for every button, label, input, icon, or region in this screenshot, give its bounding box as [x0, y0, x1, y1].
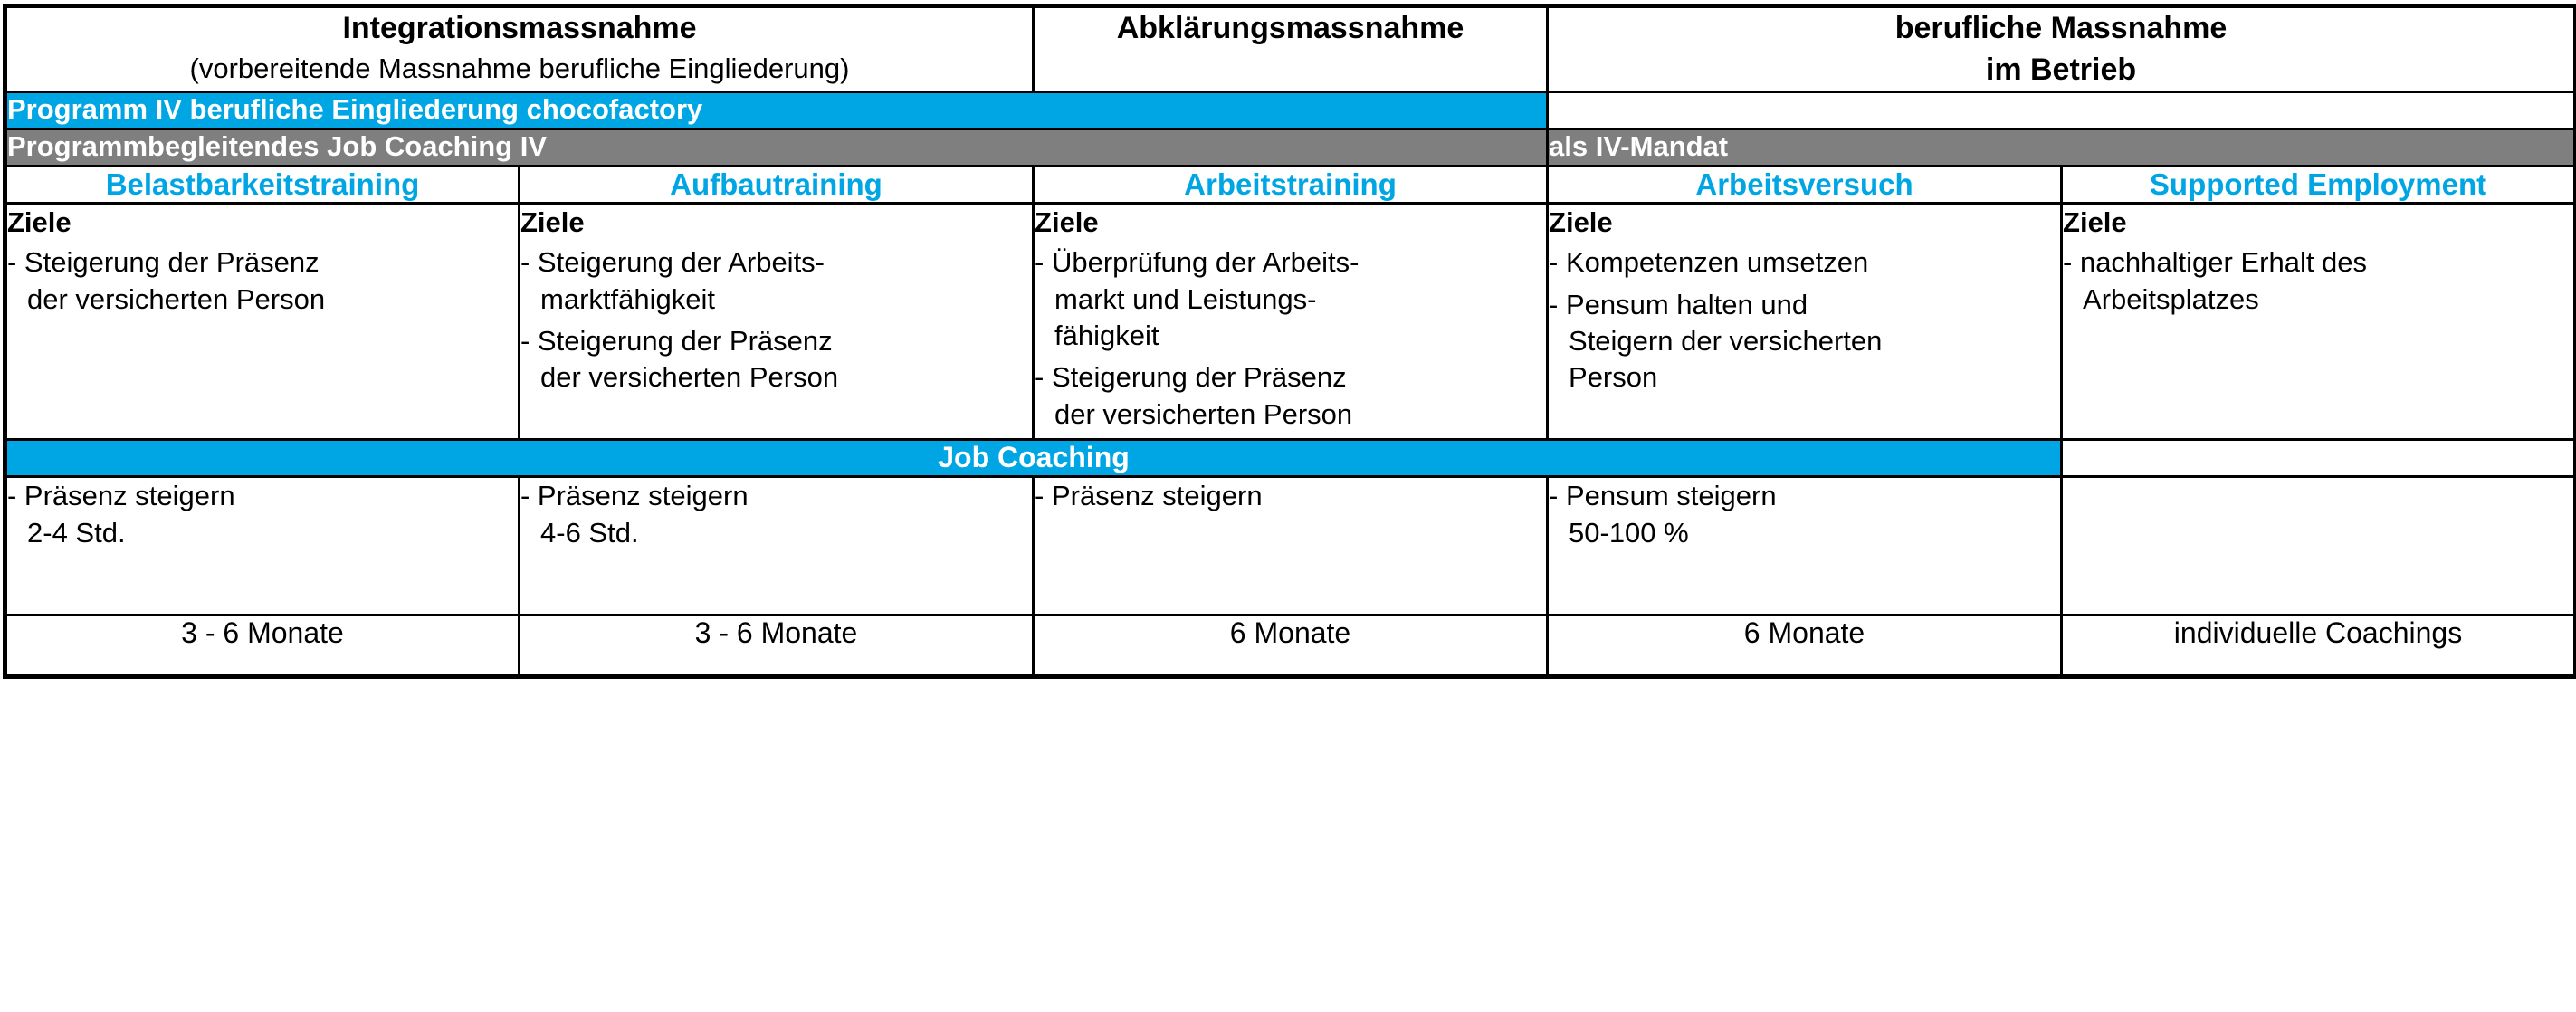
banner-job-coaching-empty: [2062, 439, 2576, 476]
goals-label: Ziele: [1549, 206, 1613, 239]
goals-line: - Kompetenzen umsetzen: [1549, 246, 1869, 279]
duration-belastbarkeitstraining: 3 - 6 Monate: [5, 615, 520, 676]
goals-line: marktfähigkeit: [540, 282, 715, 315]
goals-line: fähigkeit: [1054, 319, 1159, 351]
measures-list: [1549, 478, 2060, 552]
measures-row: [5, 476, 2576, 615]
goals-line: - Steigerung der Arbeits-: [520, 246, 825, 279]
measures-line: 4-6 Std.: [540, 516, 639, 549]
measures-list-item: [520, 478, 1032, 552]
goals-line: - Pensum halten und: [1549, 288, 1808, 320]
header-berufliche-massnahme: [1548, 6, 2576, 92]
goals-belastbarkeitstraining: [5, 204, 520, 440]
goals-list-item: [1549, 287, 2060, 396]
measures-line: - Präsenz steigern: [1035, 479, 1263, 511]
banner-programm-iv-empty: [1548, 92, 2576, 129]
goals-list-item: [1549, 244, 2060, 281]
goals-supported-employment: [2062, 204, 2576, 440]
column-title-belastbarkeitstraining: Belastbarkeitstraining: [5, 167, 520, 204]
header-abklaerungsmassnahme-title: Abklärungsmassnahme: [1116, 11, 1465, 45]
goals-line: - Steigerung der Präsenz: [520, 324, 833, 357]
measures-matrix: [3, 4, 2576, 679]
goals-arbeitstraining: [1034, 204, 1548, 440]
header-integrationsmassnahme-subtitle: (vorbereitende Massnahme berufliche Eingliederung): [189, 52, 850, 84]
column-titles-row: [5, 167, 2576, 204]
goals-line: Arbeitsplatzes: [2083, 282, 2259, 315]
header-berufliche-massnahme-line2: im Betrieb: [1985, 52, 2137, 87]
measures-list-item: [1549, 478, 2060, 552]
duration-supported-employment: individuelle Coachings: [2062, 615, 2576, 676]
goals-label: Ziele: [520, 206, 585, 239]
duration-row: [5, 615, 2576, 676]
measures-line: 2-4 Std.: [27, 516, 126, 549]
banner-job-coaching: Job Coaching: [5, 439, 2062, 476]
goals-list-item: [7, 244, 518, 318]
goals-arbeitsversuch: [1548, 204, 2062, 440]
banner-als-iv-mandat: als IV-Mandat: [1548, 129, 2576, 167]
job-coaching-banner-row: [5, 129, 2576, 167]
banner-programm-iv: Programm IV berufliche Eingliederung chocofactory: [5, 92, 1548, 129]
header-integrationsmassnahme: [5, 6, 1034, 92]
goals-label: Ziele: [7, 206, 72, 239]
measures-line: - Pensum steigern: [1549, 479, 1777, 511]
measures-belastbarkeitstraining: [5, 476, 520, 615]
header-berufliche-massnahme-line1: berufliche Massnahme: [1894, 11, 2228, 45]
goals-aufbautraining: [520, 204, 1034, 440]
goals-list-item: [520, 323, 1032, 396]
goals-list-item: [520, 244, 1032, 318]
banner-programmbegleitendes-job-coaching: Programmbegleitendes Job Coaching IV: [5, 129, 1548, 167]
goals-line: - nachhaltiger Erhalt des: [2063, 246, 2368, 279]
goals-line: der versicherten Person: [1054, 397, 1353, 430]
goals-label: Ziele: [1035, 206, 1099, 239]
program-banner-row: [5, 92, 2576, 129]
goals-list-item: [2063, 244, 2573, 318]
goals-list: [7, 244, 518, 318]
goals-list: [1035, 244, 1546, 432]
goals-list: [520, 244, 1032, 396]
goals-list: [1549, 244, 2060, 396]
measures-list-item: [1035, 478, 1546, 515]
column-title-supported-employment: Supported Employment: [2062, 167, 2576, 204]
measures-list: [1035, 478, 1546, 515]
goals-line: der versicherten Person: [540, 361, 839, 394]
column-title-arbeitstraining: Arbeitstraining: [1034, 167, 1548, 204]
measures-line: - Präsenz steigern: [7, 479, 235, 511]
measures-list-item: [7, 478, 518, 552]
column-title-arbeitsversuch: Arbeitsversuch: [1548, 167, 2062, 204]
goals-line: Person: [1569, 361, 1658, 394]
duration-aufbautraining: 3 - 6 Monate: [520, 615, 1034, 676]
goals-row: [5, 204, 2576, 440]
goals-list-item: [1035, 244, 1546, 354]
job-coaching-strip-row: [5, 439, 2576, 476]
measures-arbeitsversuch: [1548, 476, 2062, 615]
measures-line: 50-100 %: [1569, 516, 1689, 549]
goals-line: der versicherten Person: [27, 282, 326, 315]
measures-supported-employment: [2062, 476, 2576, 615]
goals-line: - Steigerung der Präsenz: [7, 246, 320, 279]
goals-line: - Überprüfung der Arbeits-: [1035, 246, 1360, 279]
goals-label: Ziele: [2063, 206, 2127, 239]
header-abklaerungsmassnahme: [1034, 6, 1548, 92]
duration-arbeitsversuch: 6 Monate: [1548, 615, 2062, 676]
measures-aufbautraining: [520, 476, 1034, 615]
goals-line: markt und Leistungs-: [1054, 282, 1317, 315]
goals-list-item: [1035, 359, 1546, 433]
goals-line: Steigern der versicherten: [1569, 324, 1883, 357]
header-row: [5, 6, 2576, 92]
measures-list: [7, 478, 518, 552]
measures-arbeitstraining: [1034, 476, 1548, 615]
measures-list: [520, 478, 1032, 552]
measures-line: - Präsenz steigern: [520, 479, 749, 511]
duration-arbeitstraining: 6 Monate: [1034, 615, 1548, 676]
header-integrationsmassnahme-title: Integrationsmassnahme: [342, 11, 697, 45]
column-title-aufbautraining: Aufbautraining: [520, 167, 1034, 204]
goals-list: [2063, 244, 2573, 318]
goals-line: - Steigerung der Präsenz: [1035, 361, 1347, 394]
